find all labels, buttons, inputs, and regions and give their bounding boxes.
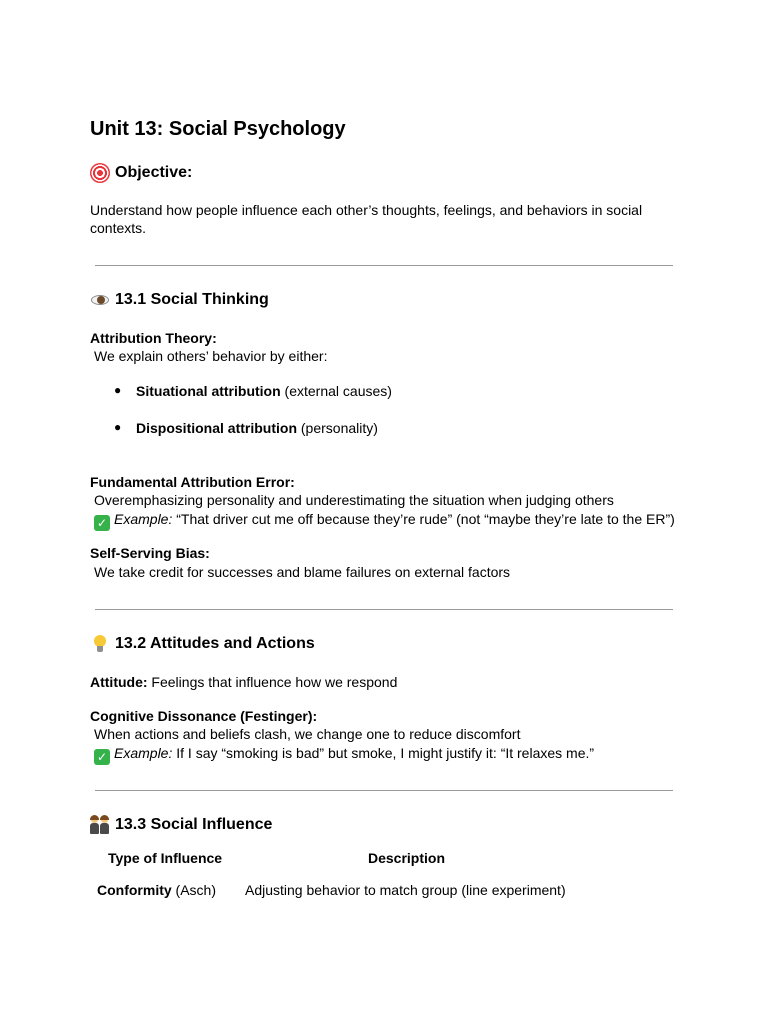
list-item-text: (external causes) xyxy=(280,383,392,399)
table-header-description: Description xyxy=(368,850,446,866)
ssb-text: We take credit for successes and blame failures on external factors xyxy=(94,564,511,580)
divider xyxy=(95,609,673,610)
list-item-text: (personality) xyxy=(297,420,378,436)
section-13-1-heading-text: 13.1 Social Thinking xyxy=(115,291,269,308)
ssb-label: Self-Serving Bias: xyxy=(90,545,210,561)
fae-example xyxy=(94,510,675,531)
section-13-2-heading-text: 13.2 Attitudes and Actions xyxy=(115,635,315,652)
check-mark-icon: ✓ xyxy=(94,515,110,531)
attitude-text: Feelings that influence how we respond xyxy=(147,674,398,690)
section-13-1-heading xyxy=(90,289,269,311)
list-item-bold: Situational attribution xyxy=(136,383,281,399)
objective-heading-text: Objective: xyxy=(115,164,193,181)
objective-text-line2: contexts. xyxy=(90,220,147,236)
light-bulb-icon xyxy=(90,634,110,654)
section-13-3-heading-text: 13.3 Social Influence xyxy=(115,816,273,833)
list-item xyxy=(136,419,378,437)
table-header-type: Type of Influence xyxy=(108,850,223,866)
check-mark-icon: ✓ xyxy=(94,749,110,765)
objective-heading xyxy=(90,162,192,184)
page-title: Unit 13: Social Psychology xyxy=(90,118,346,140)
dissonance-label: Cognitive Dissonance (Festinger): xyxy=(90,708,318,724)
table-cell-description: Adjusting behavior to match group (line experiment) xyxy=(245,882,566,898)
influence-type: Conformity xyxy=(97,882,172,898)
influence-type-note: (Asch) xyxy=(171,882,217,898)
target-icon xyxy=(90,163,110,183)
example-text: If I say “smoking is bad” but smoke, I might justify it: “It relaxes me.” xyxy=(172,745,595,761)
section-13-3-heading xyxy=(90,814,272,836)
list-item-bold: Dispositional attribution xyxy=(136,420,297,436)
example-label: Example: xyxy=(114,511,173,527)
divider xyxy=(95,265,673,266)
fae-label: Fundamental Attribution Error: xyxy=(90,474,295,490)
attitude-label: Attitude: xyxy=(90,674,148,690)
example-label: Example: xyxy=(114,745,173,761)
attribution-theory-label: Attribution Theory: xyxy=(90,330,217,346)
attribution-theory-text: We explain others’ behavior by either: xyxy=(94,348,328,364)
bullet-dot: ● xyxy=(114,420,122,434)
dissonance-text: When actions and beliefs clash, we change one to reduce discomfort xyxy=(94,726,521,742)
fae-text: Overemphasizing personality and underestimating the situation when judging others xyxy=(94,492,614,508)
table-cell-type xyxy=(97,881,216,899)
objective-text-line1: Understand how people influence each other’s thoughts, feelings, and behaviors in social xyxy=(90,202,643,218)
attitude-definition xyxy=(90,673,397,691)
bullet-dot: ● xyxy=(114,383,122,397)
people-icon xyxy=(90,815,110,835)
dissonance-example xyxy=(94,744,594,765)
eye-icon xyxy=(90,290,110,310)
section-13-2-heading xyxy=(90,633,315,655)
divider xyxy=(95,790,673,791)
example-text: “That driver cut me off because they’re rude” (not “maybe they’re late to the ER”) xyxy=(172,511,675,527)
list-item xyxy=(136,382,392,400)
